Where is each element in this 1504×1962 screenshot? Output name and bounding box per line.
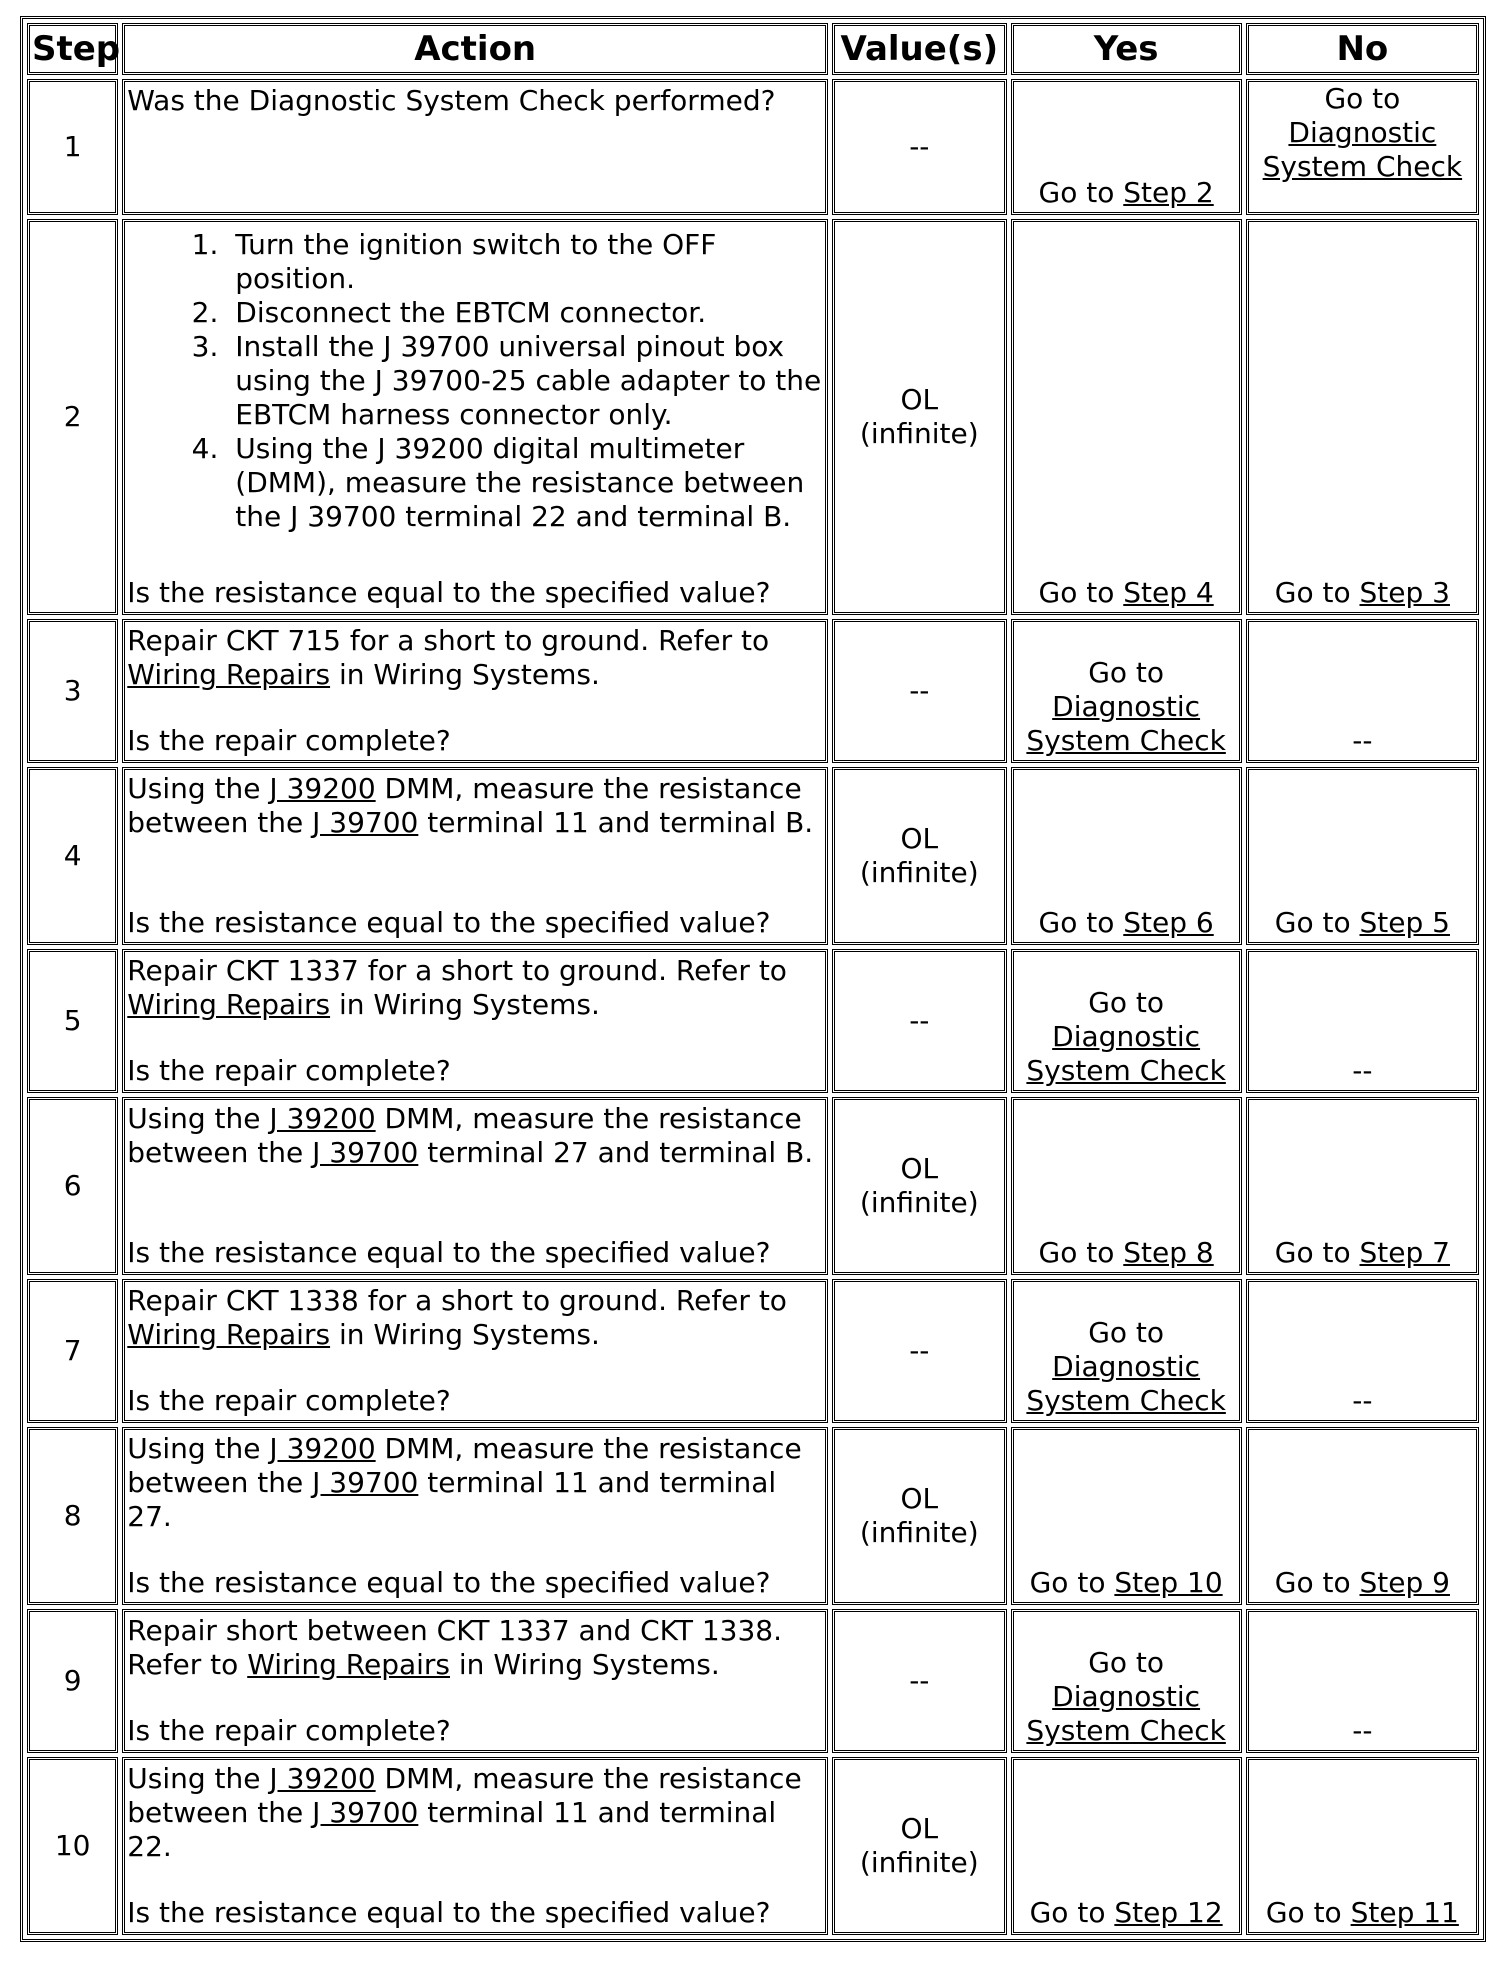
no-link[interactable]: Step 11 <box>1350 1896 1459 1929</box>
dmm-link[interactable]: J 39200 <box>269 1101 376 1135</box>
action-text: DMM, measure the resistance between the <box>127 1101 802 1169</box>
step-number: 5 <box>27 949 118 1093</box>
header-yes: Yes <box>1011 23 1242 75</box>
header-row <box>27 23 1479 75</box>
yes-link[interactable]: Diagnostic System Check <box>1026 1019 1226 1087</box>
value-line: -- <box>909 130 930 164</box>
step-number: 1 <box>27 79 118 215</box>
no-text: Go to <box>1274 906 1360 940</box>
no-text: -- <box>1352 1053 1373 1087</box>
action-cell <box>122 1097 828 1275</box>
action-cell <box>122 1757 828 1935</box>
wiring-repairs-link[interactable]: Wiring Repairs <box>127 988 331 1022</box>
yes-text: Go to <box>1038 906 1124 940</box>
yes-cell <box>1011 1757 1242 1935</box>
table-row <box>27 1279 1479 1423</box>
no-cell <box>1246 1279 1479 1423</box>
action-text: terminal 11 and terminal 27. <box>127 1465 777 1533</box>
table-row <box>27 79 1479 215</box>
action-text: in Wiring Systems. <box>450 1648 720 1682</box>
no-cell <box>1246 79 1479 215</box>
yes-text: Go to <box>1038 176 1124 210</box>
action-text: terminal 11 and terminal B. <box>418 805 814 839</box>
action-text: Repair CKT 1338 for a short to ground. Refer to <box>127 1284 787 1318</box>
yes-cell <box>1011 1427 1242 1605</box>
action-text: Using the <box>127 1101 270 1135</box>
no-link[interactable]: Step 5 <box>1359 906 1450 940</box>
yes-cell <box>1011 767 1242 945</box>
action-cell <box>122 619 828 763</box>
procedure-list <box>127 228 823 534</box>
no-text: -- <box>1352 723 1373 757</box>
action-question: Is the resistance equal to the specified value? <box>127 576 771 610</box>
dmm-link[interactable]: J 39200 <box>269 1431 376 1465</box>
value-cell <box>832 619 1006 763</box>
table-row <box>27 1427 1479 1605</box>
table-row <box>27 1757 1479 1935</box>
diagnostic-table <box>20 16 1486 1942</box>
value-cell <box>832 767 1006 945</box>
no-text: Go to <box>1274 1566 1360 1600</box>
action-question: Is the resistance equal to the specified value? <box>127 1896 771 1929</box>
action-cell <box>122 767 828 945</box>
action-text: DMM, measure the resistance between the <box>127 1761 802 1829</box>
table-row <box>27 1609 1479 1753</box>
no-cell <box>1246 767 1479 945</box>
action-text: Repair CKT 715 for a short to ground. Refer to <box>127 624 770 658</box>
yes-text: Go to <box>1088 1645 1165 1679</box>
no-link[interactable]: Step 9 <box>1359 1566 1450 1600</box>
table-row <box>27 767 1479 945</box>
value-cell <box>832 219 1006 615</box>
pinout-box-link[interactable]: J 39700 <box>312 805 419 839</box>
action-cell <box>122 1279 828 1423</box>
value-cell <box>832 1609 1006 1753</box>
action-cell <box>122 1427 828 1605</box>
no-link[interactable]: Step 7 <box>1359 1236 1450 1270</box>
no-text: Go to <box>1274 576 1360 610</box>
action-question: Is the repair complete? <box>127 1713 451 1747</box>
step-number: 8 <box>27 1427 118 1605</box>
value-line: OL <box>900 383 939 417</box>
value-cell <box>832 1097 1006 1275</box>
table-row <box>27 1097 1479 1275</box>
no-text: -- <box>1352 1383 1373 1417</box>
no-text: -- <box>1352 1713 1373 1747</box>
yes-cell <box>1011 219 1242 615</box>
procedure-item: 4. Using the J 39200 digital multimeter (DMM), measure the resistance between the J 39700 terminal 22 and terminal B. <box>227 432 823 534</box>
action-text: DMM, measure the resistance between the <box>127 771 802 839</box>
yes-cell <box>1011 1609 1242 1753</box>
yes-link[interactable]: Diagnostic System Check <box>1026 1679 1226 1747</box>
no-link[interactable]: Diagnostic System Check <box>1262 116 1463 183</box>
yes-text: Go to <box>1088 655 1165 689</box>
action-question: Is the resistance equal to the specified value? <box>127 1566 771 1600</box>
action-text: in Wiring Systems. <box>330 988 600 1022</box>
action-question: Is the resistance equal to the specified value? <box>127 906 771 940</box>
yes-cell <box>1011 619 1242 763</box>
procedure-item: 1. Turn the ignition switch to the OFF position. <box>227 228 823 296</box>
dmm-link[interactable]: J 39200 <box>269 771 376 805</box>
no-link[interactable]: Step 3 <box>1359 576 1450 610</box>
action-cell <box>122 219 828 615</box>
dmm-link[interactable]: J 39200 <box>269 1761 376 1795</box>
yes-text: Go to <box>1088 985 1165 1019</box>
value-line: OL <box>900 822 939 856</box>
yes-text: Go to <box>1029 1896 1115 1929</box>
value-line: (infinite) <box>859 1186 979 1220</box>
value-cell <box>832 949 1006 1093</box>
yes-link[interactable]: Diagnostic System Check <box>1026 689 1226 757</box>
action-text: terminal 11 and terminal 22. <box>127 1795 777 1863</box>
value-line: (infinite) <box>859 1845 979 1879</box>
action-question: Is the resistance equal to the specified value? <box>127 1236 771 1270</box>
yes-text: Go to <box>1088 1315 1165 1349</box>
pinout-box-link[interactable]: J 39700 <box>312 1795 419 1829</box>
yes-cell <box>1011 1279 1242 1423</box>
action-question: Is the repair complete? <box>127 1383 451 1417</box>
action-text: Repair CKT 1337 for a short to ground. Refer to <box>127 954 787 988</box>
procedure-item: 2. Disconnect the EBTCM connector. <box>227 296 823 330</box>
step-number: 3 <box>27 619 118 763</box>
no-cell <box>1246 1427 1479 1605</box>
yes-link[interactable]: Step 6 <box>1123 906 1214 940</box>
table-row <box>27 619 1479 763</box>
step-number: 9 <box>27 1609 118 1753</box>
no-cell <box>1246 219 1479 615</box>
value-line: -- <box>909 1004 930 1038</box>
yes-link[interactable]: Step 12 <box>1114 1896 1223 1929</box>
yes-link[interactable]: Step 10 <box>1114 1566 1223 1600</box>
step-number: 10 <box>27 1757 118 1935</box>
header-values: Value(s) <box>832 23 1006 75</box>
no-cell <box>1246 1757 1479 1935</box>
wiring-repairs-link[interactable]: Wiring Repairs <box>247 1648 450 1682</box>
procedure-item: 3. Install the J 39700 universal pinout box using the J 39700-25 cable adapter to the EBTCM harness connector only. <box>227 330 823 432</box>
action-text: Using the <box>127 1761 270 1795</box>
table-row <box>27 949 1479 1093</box>
yes-link[interactable]: Step 2 <box>1123 176 1214 210</box>
no-text: Go to <box>1274 1236 1360 1270</box>
pinout-box-link[interactable]: J 39700 <box>312 1465 419 1499</box>
action-cell <box>122 79 828 215</box>
table-row <box>27 219 1479 615</box>
value-cell <box>832 1757 1006 1935</box>
value-cell <box>832 79 1006 215</box>
header-no: No <box>1246 23 1479 75</box>
action-text: in Wiring Systems. <box>330 1318 600 1352</box>
step-number: 6 <box>27 1097 118 1275</box>
action-text: Repair short between CKT 1337 and CKT 1338. Refer to <box>127 1614 783 1682</box>
step-number: 7 <box>27 1279 118 1423</box>
action-text: terminal 27 and terminal B. <box>418 1135 814 1169</box>
action-cell <box>122 949 828 1093</box>
no-cell <box>1246 1097 1479 1275</box>
value-line: (infinite) <box>859 1515 979 1549</box>
action-question: Is the repair complete? <box>127 723 451 757</box>
value-line: -- <box>909 1333 930 1367</box>
value-line: OL <box>900 1152 939 1186</box>
action-text: Using the <box>127 1431 270 1465</box>
action-text: Using the <box>127 771 270 805</box>
no-cell <box>1246 619 1479 763</box>
value-line: OL <box>900 1481 939 1515</box>
step-number: 4 <box>27 767 118 945</box>
value-cell <box>832 1427 1006 1605</box>
action-cell <box>122 1609 828 1753</box>
pinout-box-link[interactable]: J 39700 <box>312 1135 419 1169</box>
yes-link[interactable]: Diagnostic System Check <box>1026 1349 1226 1417</box>
yes-text: Go to <box>1038 576 1124 610</box>
no-cell <box>1246 949 1479 1093</box>
yes-cell <box>1011 1097 1242 1275</box>
value-line: (infinite) <box>859 417 979 451</box>
no-cell <box>1246 1609 1479 1753</box>
value-cell <box>832 1279 1006 1423</box>
step-number: 2 <box>27 219 118 615</box>
action-text: in Wiring Systems. <box>330 658 600 692</box>
wiring-repairs-link[interactable]: Wiring Repairs <box>127 1318 331 1352</box>
yes-link[interactable]: Step 8 <box>1123 1236 1214 1270</box>
yes-cell <box>1011 79 1242 215</box>
value-line: -- <box>909 674 930 708</box>
action-question: Is the repair complete? <box>127 1053 451 1087</box>
value-line: -- <box>909 1663 930 1697</box>
yes-text: Go to <box>1038 1236 1124 1270</box>
value-line: (infinite) <box>859 856 979 890</box>
action-text: Was the Diagnostic System Check performed? <box>127 84 776 117</box>
no-text: Go to <box>1265 1896 1351 1929</box>
no-text: Go to <box>1324 82 1401 115</box>
yes-link[interactable]: Step 4 <box>1123 576 1214 610</box>
header-step: Step <box>27 23 118 75</box>
wiring-repairs-link[interactable]: Wiring Repairs <box>127 658 331 692</box>
value-line: OL <box>900 1811 939 1845</box>
yes-text: Go to <box>1029 1566 1115 1600</box>
yes-cell <box>1011 949 1242 1093</box>
header-action: Action <box>122 23 828 75</box>
action-text: DMM, measure the resistance between the <box>127 1431 802 1499</box>
